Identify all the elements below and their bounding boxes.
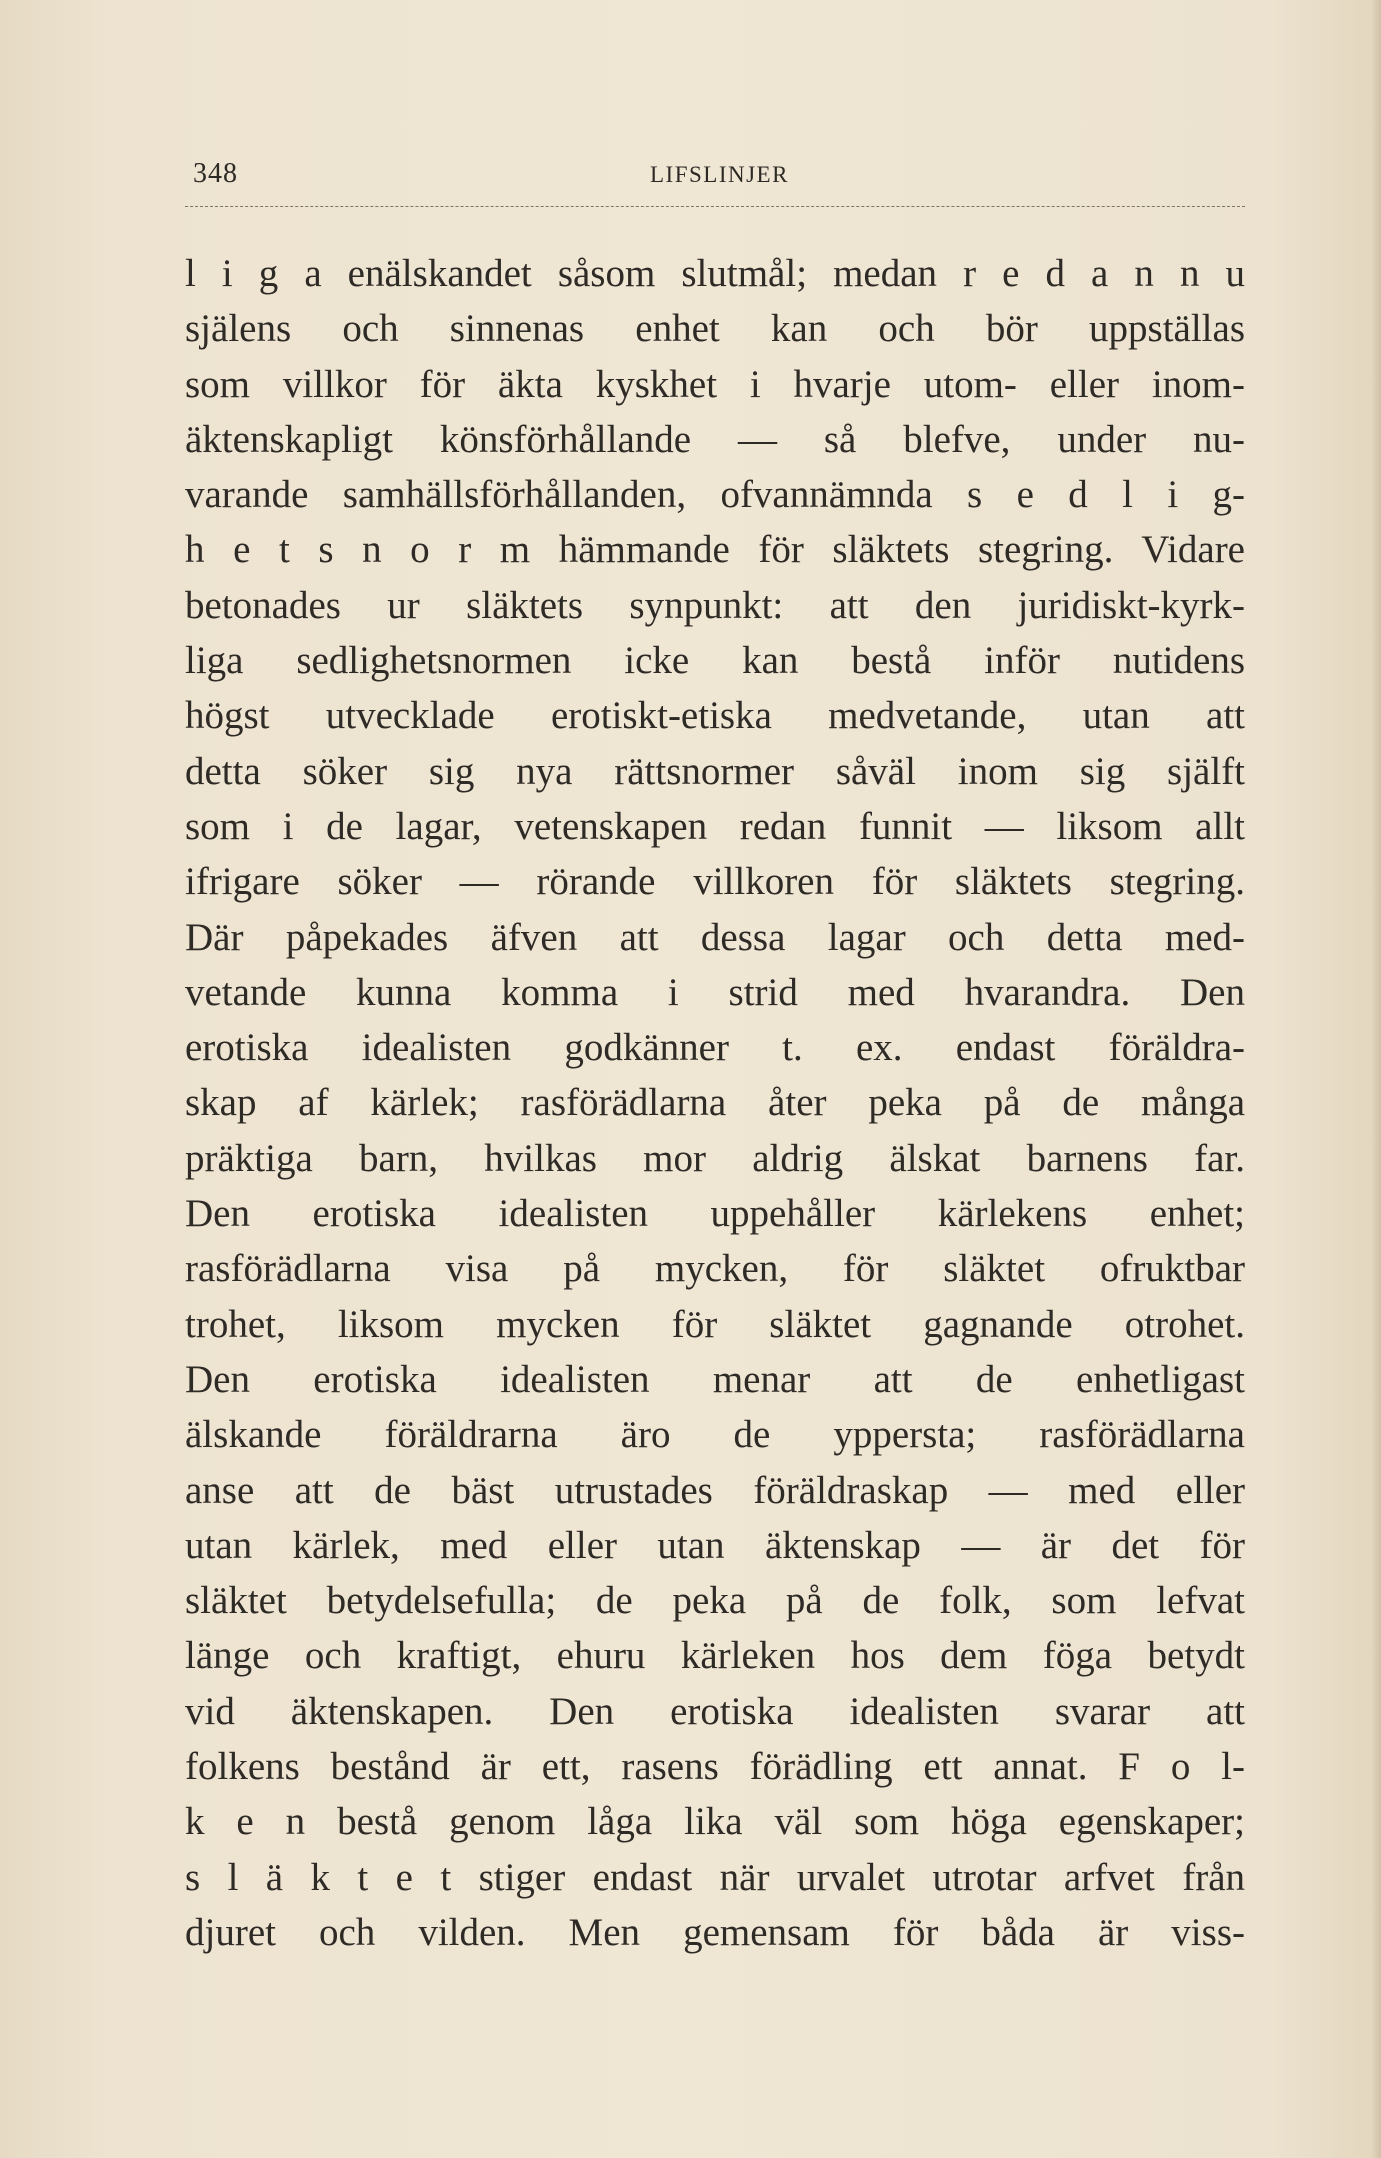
text-line: släktet betydelsefulla; de peka på de folk, som lefvat [185, 1579, 1245, 1623]
running-title: LIFSLINJER [650, 162, 789, 187]
text-line: utan kärlek, med eller utan äktenskap — är det för [185, 1523, 1245, 1567]
text-line: Den erotiska idealisten uppehåller kärlekens enhet; [185, 1192, 1245, 1236]
text-line: s l ä k t e t stiger endast när urvalet utrotar arfvet från [185, 1855, 1245, 1899]
text-line: k e n bestå genom låga lika väl som höga egenskaper; [185, 1800, 1245, 1844]
text-line: varande samhällsförhållanden, ofvannämnda s e d l i g- [185, 473, 1245, 517]
text-line: länge och kraftigt, ehuru kärleken hos dem föga betydt [185, 1634, 1245, 1678]
text-line: detta söker sig nya rättsnormer såväl inom sig själft [185, 749, 1245, 793]
text-line: äktenskapligt könsförhållande — så blefve, under nu- [185, 417, 1245, 461]
text-line: erotiska idealisten godkänner t. ex. endast föräldra- [185, 1026, 1245, 1070]
text-line: skap af kärlek; rasförädlarna åter peka på de många [185, 1081, 1245, 1125]
text-line: betonades ur släktets synpunkt: att den juridiskt-kyrk- [185, 583, 1245, 627]
text-line: ifrigare söker — rörande villkoren för släktets stegring. [185, 860, 1245, 904]
text-line: l i g a enälskandet såsom slutmål; medan r e d a n n u [185, 252, 1245, 295]
text-line: anse att de bäst utrustades föräldraskap — med eller [185, 1468, 1245, 1512]
header-rule [185, 206, 1245, 207]
text-line: Där påpekades äfven att dessa lagar och detta med- [185, 915, 1245, 959]
text-line: som i de lagar, vetenskapen redan funnit — liksom allt [185, 804, 1245, 848]
text-line: som villkor för äkta kyskhet i hvarje utom- eller inom- [185, 362, 1245, 406]
text-line: vetande kunna komma i strid med hvarandra. Den [185, 970, 1245, 1014]
body-paragraph [185, 246, 1245, 1960]
text-line: liga sedlighetsnormen icke kan bestå inför nutidens [185, 639, 1245, 683]
text-line: Den erotiska idealisten menar att de enhetligast [185, 1357, 1245, 1401]
page-edge-shadow [1371, 0, 1381, 2158]
text-line: h e t s n o r m hämmande för släktets stegring. Vidare [185, 528, 1245, 572]
text-line: folkens bestånd är ett, rasens förädling ett annat. F o l- [185, 1745, 1245, 1789]
text-line: högst utvecklade erotiskt-etiska medvetande, utan att [185, 694, 1245, 738]
text-line: präktiga barn, hvilkas mor aldrig älskat barnens far. [185, 1136, 1245, 1180]
text-line: rasförädlarna visa på mycken, för släktet ofruktbar [185, 1247, 1245, 1291]
text-line: älskande föräldrarna äro de yppersta; rasförädlarna [185, 1413, 1245, 1457]
running-head [185, 158, 1245, 198]
text-line: djuret och vilden. Men gemensam för båda är viss- [185, 1910, 1245, 1954]
text-line: vid äktenskapen. Den erotiska idealisten svarar att [185, 1689, 1245, 1733]
text-line: själens och sinnenas enhet kan och bör uppställas [185, 307, 1245, 351]
text-line: trohet, liksom mycken för släktet gagnande otrohet. [185, 1302, 1245, 1346]
page-number: 348 [193, 158, 238, 189]
